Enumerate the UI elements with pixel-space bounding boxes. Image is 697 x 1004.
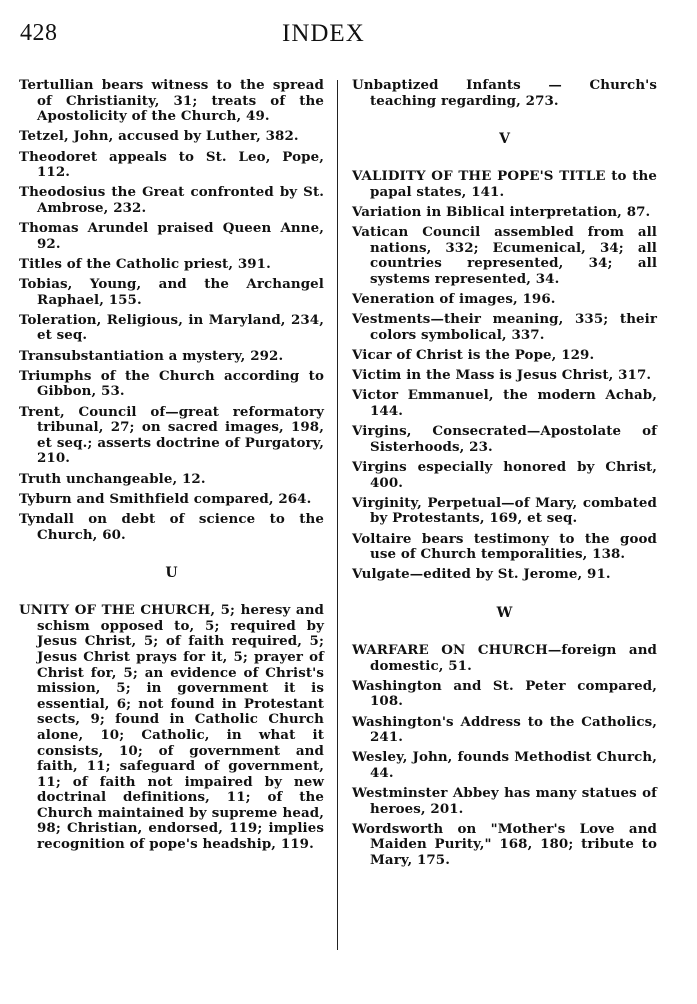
u-entries bbox=[19, 603, 324, 853]
page-title: INDEX bbox=[282, 20, 365, 47]
index-entry: Tobias, Young, and the Archangel Raphael, 155. bbox=[19, 276, 324, 308]
index-entry: Tyburn and Smithfield compared, 264. bbox=[19, 490, 312, 507]
page-header bbox=[20, 20, 656, 54]
index-entry: Theodosius the Great confronted by St. Ambrose, 232. bbox=[19, 184, 324, 216]
index-entry: VALIDITY OF THE POPE'S TITLE to the papal states, 141. bbox=[352, 168, 657, 200]
index-entry: Toleration, Religious, in Maryland, 234, et seq. bbox=[19, 311, 324, 344]
index-entry: Westminster Abbey has many statues of heroes, 201. bbox=[352, 785, 657, 817]
index-entry: UNITY OF THE CHURCH, 5; heresy and schism opposed to, 5; required by Jesus Christ, 5; of faith required, 5; Jesus Christ prays for it, 5; prayer of Christ for, 5; an evidence of Christ's mission, 5; in government it is essential, 6; not found in Protestant sects, 9; found in Catholic Church alone, 10; Catholic, in what it consists, 10; of government and faith, 11; safeguard of government, 11; of faith not impaired by new doctrinal definitions, 11; of the Church maintained by supreme head, 98; Christian, endorsed, 119; implies recognition of pope's headship, 119. bbox=[19, 602, 324, 853]
index-entry: Virginity, Perpetual—of Mary, combated by Protestants, 169, et seq. bbox=[352, 494, 657, 527]
index-entry: Washington and St. Peter compared, 108. bbox=[352, 677, 657, 710]
index-entry: Thomas Arundel praised Queen Anne, 92. bbox=[19, 220, 324, 252]
left-column bbox=[19, 78, 324, 857]
index-entry: Vatican Council assembled from all nations, 332; Ecumenical, 34; all countries represented, 34; all systems represented, 34. bbox=[352, 224, 657, 287]
index-entry: Tertullian bears witness to the spread of Christianity, 31; treats of the Apostolicity of the Church, 49. bbox=[19, 77, 324, 125]
index-entry: Victor Emmanuel, the modern Achab, 144. bbox=[352, 387, 657, 420]
index-entry: Variation in Biblical interpretation, 87. bbox=[352, 203, 651, 220]
index-entry: Theodoret appeals to St. Leo, Pope, 112. bbox=[19, 148, 324, 181]
index-entry: Voltaire bears testimony to the good use of Church temporalities, 138. bbox=[352, 530, 657, 563]
index-entry: Wesley, John, founds Methodist Church, 44. bbox=[352, 749, 657, 781]
section-heading-w: W bbox=[496, 604, 513, 621]
page-number: 428 bbox=[20, 20, 58, 46]
index-entry: Truth unchangeable, 12. bbox=[19, 470, 206, 487]
index-entry: Vulgate—edited by St. Jerome, 91. bbox=[352, 566, 611, 583]
index-entry: Unbaptized Infants — Church's teaching regarding, 273. bbox=[352, 77, 657, 109]
section-heading-v: V bbox=[499, 131, 510, 148]
index-entry: Titles of the Catholic priest, 391. bbox=[19, 255, 271, 272]
index-entry: Triumphs of the Church according to Gibbon, 53. bbox=[19, 367, 324, 400]
t-entries bbox=[19, 78, 324, 543]
index-entry: Trent, Council of—great reformatory tribunal, 27; on sacred images, 198, et seq.; asserts doctrine of Purgatory, 210. bbox=[19, 403, 324, 467]
u-continued-entries bbox=[352, 78, 657, 109]
index-entry: Tetzel, John, accused by Luther, 382. bbox=[19, 128, 299, 145]
index-entry: Virgins especially honored by Christ, 400. bbox=[352, 459, 657, 491]
index-entry: WARFARE ON CHURCH—foreign and domestic, 51. bbox=[352, 641, 657, 674]
column-divider bbox=[337, 80, 338, 950]
right-column bbox=[352, 78, 657, 873]
index-entry: Vestments—their meaning, 335; their colors symbolical, 337. bbox=[352, 311, 657, 343]
index-entry: Veneration of images, 196. bbox=[352, 291, 556, 308]
index-entry: Tyndall on debt of science to the Church, 60. bbox=[19, 510, 324, 543]
index-entry: Virgins, Consecrated—Apostolate of Sisterhoods, 23. bbox=[352, 423, 657, 455]
index-entry: Washington's Address to the Catholics, 241. bbox=[352, 713, 657, 746]
index-entry: Vicar of Christ is the Pope, 129. bbox=[352, 347, 595, 364]
index-entry: Wordsworth on "Mother's Love and Maiden Purity," 168, 180; tribute to Mary, 175. bbox=[352, 820, 657, 869]
index-entry: Transubstantiation a mystery, 292. bbox=[19, 347, 284, 364]
v-entries bbox=[352, 169, 657, 583]
section-heading-u: U bbox=[165, 565, 178, 582]
w-entries bbox=[352, 643, 657, 869]
index-entry: Victim in the Mass is Jesus Christ, 317. bbox=[352, 367, 652, 384]
